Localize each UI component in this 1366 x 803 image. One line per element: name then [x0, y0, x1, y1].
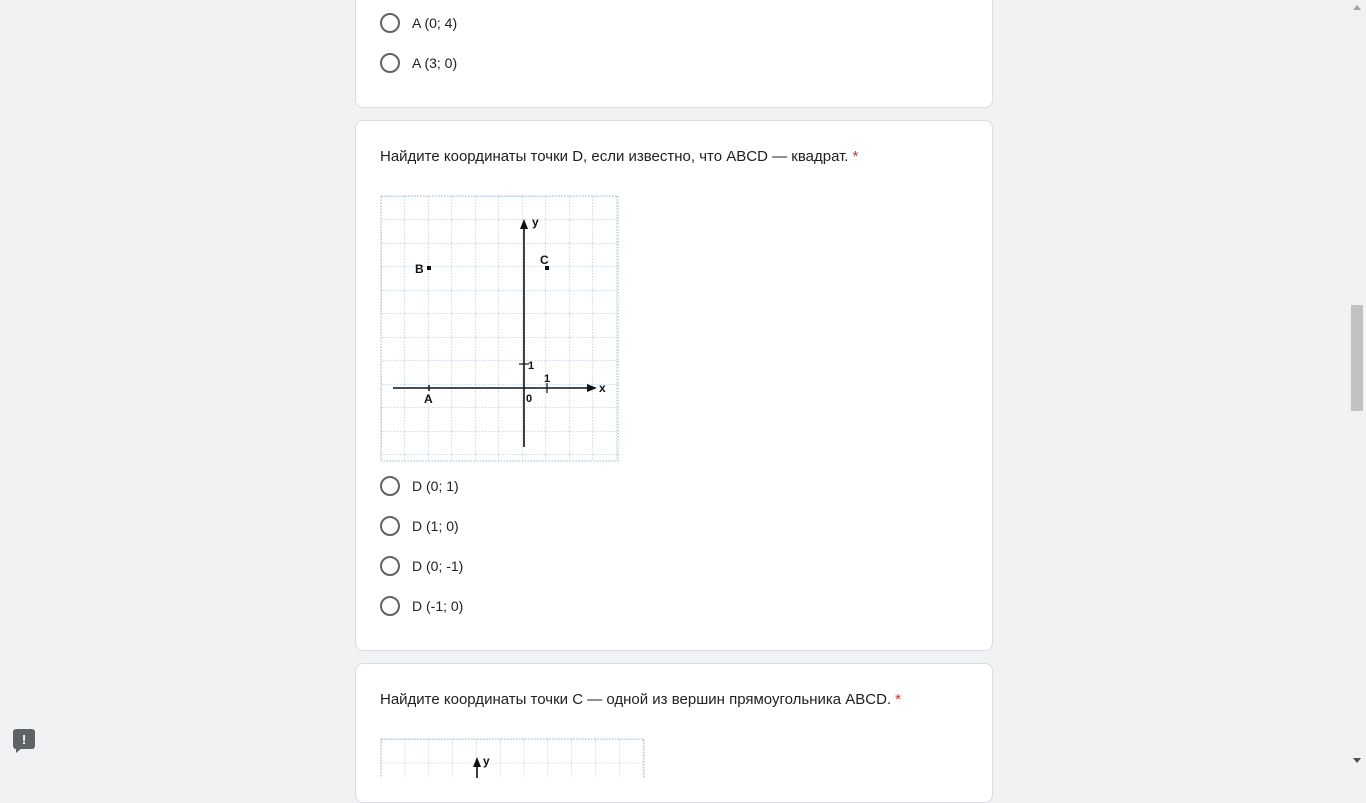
option-d-1-0[interactable] [380, 514, 459, 538]
required-mark: * [852, 148, 859, 165]
radio-button[interactable] [380, 476, 400, 496]
scrollbar[interactable] [1349, 0, 1366, 768]
report-icon[interactable] [13, 729, 35, 749]
scroll-down-arrow-icon[interactable] [1353, 758, 1361, 763]
option-label: A (3; 0) [412, 55, 458, 71]
scroll-up-arrow-icon[interactable] [1353, 5, 1361, 10]
question-text: Найдите координаты точки D, если известно, что ABCD — квадрат. [380, 148, 849, 165]
scrollbar-thumb[interactable] [1351, 305, 1363, 411]
grid-background [381, 739, 644, 778]
origin-label: 0 [526, 393, 533, 405]
axis-x-label: x [599, 381, 606, 395]
point-b-label: B [415, 262, 424, 276]
question-card-1 [355, 0, 993, 108]
option-d-minus-1-0[interactable] [380, 594, 463, 618]
option-label: D (0; -1) [412, 558, 464, 574]
grid-background [381, 196, 618, 461]
radio-button[interactable] [380, 556, 400, 576]
point-a-label: A [424, 392, 433, 406]
coordinate-grid-figure [380, 195, 620, 463]
option-a-0-4[interactable] [380, 11, 457, 35]
point-c-label: C [540, 253, 549, 267]
point-b [427, 266, 431, 270]
axis-y-label: y [532, 215, 539, 229]
required-mark: * [895, 691, 901, 708]
option-a-3-0[interactable] [380, 51, 457, 75]
option-label: D (-1; 0) [412, 598, 464, 614]
axis-y-label: y [483, 754, 490, 768]
coordinate-grid-figure-2 [380, 738, 646, 778]
question-card-3 [355, 663, 993, 803]
option-d-0-minus-1[interactable] [380, 554, 463, 578]
option-label: D (1; 0) [412, 518, 459, 534]
y-unit-label: 1 [528, 360, 535, 372]
question-card-2 [355, 120, 993, 651]
radio-button[interactable] [380, 516, 400, 536]
radio-button[interactable] [380, 596, 400, 616]
question-title [380, 690, 901, 710]
question-text: Найдите координаты точки C — одной из вершин прямоугольника ABCD. [380, 691, 892, 708]
radio-button[interactable] [380, 53, 400, 73]
question-title [380, 147, 858, 167]
x-unit-label: 1 [544, 373, 551, 385]
radio-button[interactable] [380, 13, 400, 33]
option-label: A (0; 4) [412, 15, 458, 31]
option-label: D (0; 1) [412, 478, 459, 494]
exclamation-icon: ! [21, 731, 27, 747]
option-d-0-1[interactable] [380, 474, 459, 498]
